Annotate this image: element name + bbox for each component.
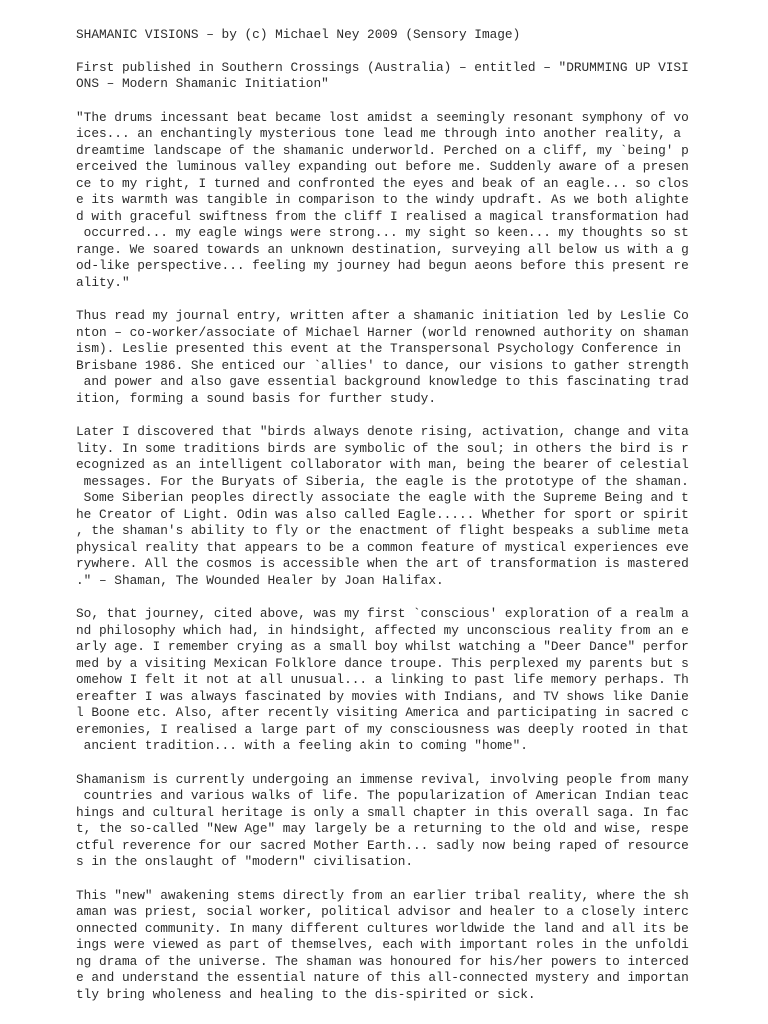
paragraph — [76, 888, 696, 1004]
paragraph-line: s in the onslaught of "modern" civilisation. — [76, 854, 414, 869]
paragraph-line: ce to my right, I turned and confronted the eyes and beak of an eagle... so clos — [76, 175, 689, 191]
paragraph-line: omehow I felt it not at all unusual... a linking to past life memory perhaps. Th — [76, 672, 689, 687]
paragraph-line: ng drama of the universe. The shaman was honoured for his/her powers to interced — [76, 953, 689, 969]
paragraph-line: tly bring wholeness and healing to the dis-spirited or sick. — [76, 986, 536, 1002]
paragraph-line: messages. For the Buryats of Siberia, the eagle is the prototype of the shaman. — [76, 473, 689, 489]
paragraph-line: occurred... my eagle wings were strong... my sight so keen... my thoughts so st — [76, 225, 689, 240]
paragraph-line: e and understand the essential nature of this all-connected mystery and importan — [76, 970, 689, 985]
paragraph-list — [76, 60, 696, 1004]
paragraph-line: Later I discovered that "birds always denote rising, activation, change and vita — [76, 424, 689, 439]
paragraph — [76, 606, 696, 755]
paragraph-line: Thus read my journal entry, written after a shamanic initiation led by Leslie Co — [76, 308, 689, 323]
paragraph-line: dreamtime landscape of the shamanic underworld. Perched on a cliff, my `being' p — [76, 142, 689, 158]
paragraph-line: nton – co-worker/associate of Michael Harner (world renowned authority on shaman — [76, 324, 689, 340]
paragraph-line: ONS – Modern Shamanic Initiation" — [76, 76, 329, 91]
document-title — [76, 27, 696, 44]
paragraph-line: physical reality that appears to be a common feature of mystical experiences eve — [76, 539, 689, 555]
paragraph-line: aman was priest, social worker, political advisor and healer to a closely interc — [76, 904, 689, 919]
paragraph-line: rywhere. All the cosmos is accessible when the art of transformation is mastered — [76, 556, 689, 571]
paragraph — [76, 110, 696, 292]
paragraph-line: ality." — [76, 274, 130, 290]
paragraph-line: ." – Shaman, The Wounded Healer by Joan Halifax. — [76, 572, 444, 588]
paragraph-line: arly age. I remember crying as a small boy whilst watching a "Deer Dance" perfor — [76, 639, 689, 654]
document-body — [76, 27, 696, 1020]
paragraph-line: e its warmth was tangible in comparison to the windy updraft. As we both alighte — [76, 192, 689, 207]
paragraph-line: he Creator of Light. Odin was also called Eagle..... Whether for sport or spirit — [76, 506, 689, 522]
paragraph-line: This "new" awakening stems directly from an earlier tribal reality, where the sh — [76, 887, 689, 903]
paragraph-line: med by a visiting Mexican Folklore dance troupe. This perplexed my parents but s — [76, 655, 689, 671]
paragraph-line: ecognized as an intelligent collaborator with man, being the bearer of celestial — [76, 457, 689, 472]
paragraph-line: ereafter I was always fascinated by movies with Indians, and TV shows like Danie — [76, 688, 689, 704]
paragraph-line: "The drums incessant beat became lost amidst a seemingly resonant symphony of vo — [76, 109, 689, 125]
paragraph-line: ition, forming a sound basis for further study. — [76, 390, 436, 406]
paragraph-line: erceived the luminous valley expanding out before me. Suddenly aware of a presen — [76, 159, 689, 174]
paragraph-line: countries and various walks of life. The popularization of American Indian teac — [76, 788, 689, 803]
paragraph-line: d with graceful swiftness from the cliff I realised a magical transformation had — [76, 208, 689, 224]
title-line: SHAMANIC VISIONS – by (c) Michael Ney 2009 (Sensory Image) — [76, 27, 521, 42]
paragraph — [76, 424, 696, 589]
paragraph-line: Shamanism is currently undergoing an immense revival, involving people from many — [76, 771, 689, 787]
paragraph — [76, 772, 696, 871]
paragraph-line: nd philosophy which had, in hindsight, affected my unconscious reality from an e — [76, 622, 689, 638]
paragraph — [76, 60, 696, 93]
paragraph-line: l Boone etc. Also, after recently visiting America and participating in sacred c — [76, 705, 689, 720]
paragraph-line: lity. In some traditions birds are symbolic of the soul; in others the bird is r — [76, 440, 689, 456]
paragraph-line: ices... an enchantingly mysterious tone lead me through into another reality, a — [76, 126, 682, 141]
paragraph-line: onnected community. In many different cultures worldwide the land and all its be — [76, 920, 689, 936]
paragraph — [76, 308, 696, 407]
paragraph-line: ings were viewed as part of themselves, each with important roles in the unfoldi — [76, 937, 689, 952]
paragraph-line: Brisbane 1986. She enticed our `allies' to dance, our visions to gather strength — [76, 357, 689, 373]
paragraph-line: t, the so-called "New Age" may largely be a returning to the old and wise, respe — [76, 821, 689, 836]
paragraph-line: First published in Southern Crossings (Australia) – entitled – "DRUMMING UP VISI — [76, 59, 689, 75]
paragraph-line: So, that journey, cited above, was my first `conscious' exploration of a realm a — [76, 606, 689, 621]
paragraph-line: Some Siberian peoples directly associate the eagle with the Supreme Being and t — [76, 490, 689, 505]
paragraph-line: ancient tradition... with a feeling akin to coming "home". — [76, 738, 528, 753]
paragraph-line: range. We soared towards an unknown destination, surveying all below us with a g — [76, 241, 689, 257]
paragraph-line: ism). Leslie presented this event at the Transpersonal Psychology Conference in — [76, 341, 682, 356]
paragraph-line: ctful reverence for our sacred Mother Earth... sadly now being raped of resource — [76, 837, 689, 853]
paragraph-line: hings and cultural heritage is only a small chapter in this overall saga. In fac — [76, 804, 689, 820]
paragraph-line: , the shaman's ability to fly or the enactment of flight bespeaks a sublime meta — [76, 523, 689, 538]
paragraph-line: od-like perspective... feeling my journey had begun aeons before this present re — [76, 258, 689, 273]
paragraph-line: and power and also gave essential background knowledge to this fascinating trad — [76, 374, 689, 389]
paragraph-line: eremonies, I realised a large part of my consciousness was deeply rooted in that — [76, 721, 689, 737]
